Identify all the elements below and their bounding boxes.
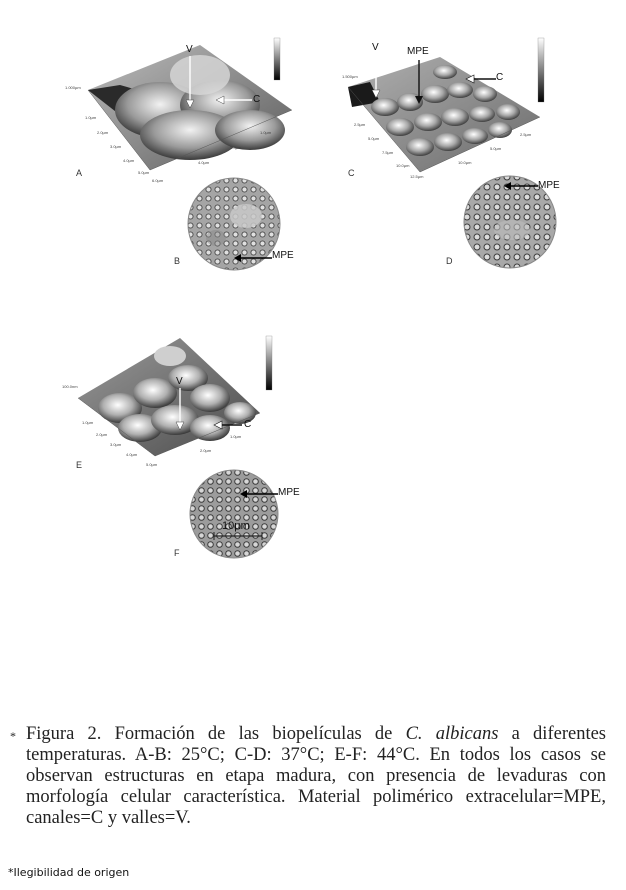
caption-bullet: * [10,729,16,743]
axis-tick: 5.0µm [490,146,502,151]
figure-panel-c [340,32,560,182]
axis-tick: 2.5µm [520,132,532,137]
axis-tick: 10.0µm [396,163,410,168]
panel-label-c: C [348,168,355,178]
caption-text [26,724,606,829]
arrow-label-mpe: MPE [538,180,560,191]
axis-tick: 12.5µm [410,174,424,179]
arrow-label-c: C [496,72,504,83]
afm-surface-e [60,328,300,478]
axis-tick: 1.500µm [342,74,358,79]
afm-surface-a [60,30,300,190]
axis-tick: 1.0µm [85,115,97,120]
axis-tick: 100.0nm [62,384,78,389]
axis-tick: 2.0µm [96,432,108,437]
axis-tick: 7.5µm [382,150,394,155]
figure-panel-e [60,328,300,478]
arrow-label-v: V [176,376,183,387]
axis-tick: 2.5µm [354,122,366,127]
axis-tick: 5.0µm [138,170,150,175]
axis-tick: 1.000µm [65,85,81,90]
arrow-mpe-f [240,488,280,500]
arrow-label-v: V [372,42,379,53]
panel-label-f: F [174,548,180,558]
micrograph-f [188,468,288,568]
panel-label-d: D [446,256,453,266]
axis-tick: 5.0µm [368,136,380,141]
arrow-label-c: C [253,94,261,105]
axis-tick: 3.0µm [110,442,122,447]
scale-bar-label: 10µm [222,520,250,532]
caption-species: C. albicans [405,724,499,744]
panel-label-a: A [76,168,83,178]
axis-tick: 4.0µm [123,158,135,163]
axis-tick: 1.0µm [260,130,272,135]
afm-surface-c [340,32,560,182]
arrow-label-v: V [186,44,193,55]
axis-tick: 1.0µm [82,420,94,425]
arrow-label-mpe: MPE [278,487,300,498]
panel-label-e: E [76,460,83,470]
caption-prefix: Figura 2. Formación de las biopelículas de [26,724,406,744]
axis-tick: 2.0µm [200,448,212,453]
axis-tick: 3.0µm [110,144,122,149]
figure-panel-d [462,172,592,277]
axis-tick: 4.0µm [198,160,210,165]
arrow-label-mpe: MPE [272,250,294,261]
arrow-mpe-d [504,180,540,192]
caption-suffix: a diferentes temperaturas. A-B: 25°C; C-D: 37°C; E-F: 44°C. En todos los casos se observan estructuras en etapa madura, con presencia de levaduras con morfología celular característica. Material polimérico extracelular=MPE, canales=C y valles=V. [26,724,606,828]
panel-label-b: B [174,256,181,266]
axis-tick: 5.0µm [146,462,158,467]
axis-tick: 2.0µm [230,145,242,150]
arrow-label-mpe: MPE [407,46,429,57]
axis-tick: 10.0µm [458,160,472,165]
axis-tick: 4.0µm [126,452,138,457]
figure-panel-b [186,176,316,276]
arrow-mpe-b [234,252,274,264]
footnote: *Ilegibilidad de origen [8,866,130,879]
axis-tick: 2.0µm [97,130,109,135]
figure-panel-f [188,468,318,568]
arrow-label-c: C [244,419,252,430]
axis-tick: 6.0µm [152,178,164,183]
axis-tick: 1.0µm [230,434,242,439]
figure-panel-a [60,30,300,190]
